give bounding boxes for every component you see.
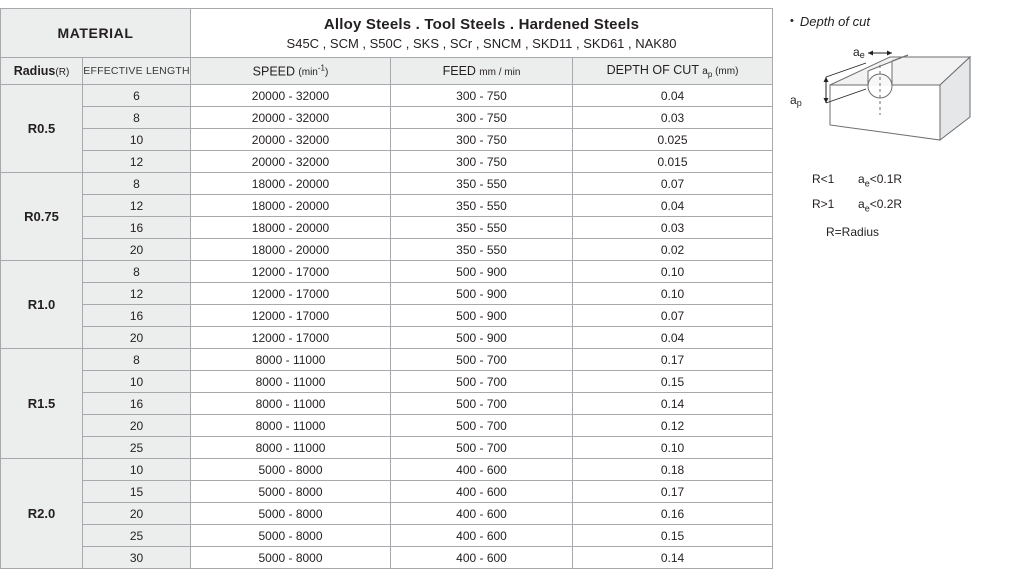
material-title-cell [191, 9, 773, 58]
effective-length-cell: 16 [83, 393, 191, 415]
table-row [1, 305, 773, 327]
effective-length-cell: 20 [83, 415, 191, 437]
feed-cell: 500 - 900 [391, 261, 573, 283]
depth-cell: 0.14 [573, 393, 773, 415]
col-header-radius [1, 58, 83, 85]
speed-cell: 18000 - 20000 [191, 217, 391, 239]
col-header-speed-unit: $(\min^{-1})$ [298, 63, 329, 79]
depth-cell: 0.03 [573, 107, 773, 129]
effective-length-cell: 8 [83, 261, 191, 283]
speed-cell: 18000 - 20000 [191, 195, 391, 217]
speed-cell: 12000 - 17000 [191, 261, 391, 283]
effective-length-cell: 8 [83, 173, 191, 195]
depth-cell: 0.02 [573, 239, 773, 261]
depth-cell: 0.17 [573, 481, 773, 503]
effective-length-cell: 10 [83, 459, 191, 481]
workpiece-diagram-icon [790, 45, 1010, 155]
effective-length-cell: 15 [83, 481, 191, 503]
effective-length-cell: 25 [83, 437, 191, 459]
radius-cell: R0.5 [1, 85, 83, 173]
radius-cell: R1.0 [1, 261, 83, 349]
table-body [1, 85, 773, 569]
note-2-value: $a_e<0.2R$ [858, 197, 903, 214]
speed-cell: 5000 - 8000 [191, 525, 391, 547]
feed-cell: 400 - 600 [391, 459, 573, 481]
depth-cell: 0.015 [573, 151, 773, 173]
speed-cell: 5000 - 8000 [191, 503, 391, 525]
effective-length-cell: 12 [83, 151, 191, 173]
col-header-speed [191, 58, 391, 85]
effective-length-cell: 10 [83, 129, 191, 151]
speed-cell: 8000 - 11000 [191, 349, 391, 371]
depth-of-cut-figure [790, 45, 1010, 155]
radius-cell: R1.5 [1, 349, 83, 459]
col-header-feed-unit: mm / min [479, 67, 521, 78]
material-label: MATERIAL [57, 25, 134, 41]
label-ae-letter: a [853, 45, 860, 59]
col-header-depth-label: DEPTH OF CUT [606, 63, 699, 77]
table-row [1, 481, 773, 503]
col-header-feed-label: FEED [442, 64, 476, 78]
label-ap-letter: a [790, 93, 797, 107]
note-row-1 [790, 169, 1010, 194]
table-row [1, 437, 773, 459]
effective-length-cell: 12 [83, 283, 191, 305]
note-1-condition: R<1 [812, 172, 835, 186]
table-row [1, 283, 773, 305]
feed-cell: 300 - 750 [391, 85, 573, 107]
note-row-2 [790, 194, 1010, 219]
speed-cell: 8000 - 11000 [191, 437, 391, 459]
table-row [1, 195, 773, 217]
depth-cell: 0.12 [573, 415, 773, 437]
feed-cell: 500 - 900 [391, 327, 573, 349]
depth-cell: 0.10 [573, 283, 773, 305]
feed-cell: 500 - 700 [391, 393, 573, 415]
effective-length-cell: 20 [83, 327, 191, 349]
depth-cell: 0.14 [573, 547, 773, 569]
speed-cell: 5000 - 8000 [191, 481, 391, 503]
depth-cell: 0.16 [573, 503, 773, 525]
speed-cell: 12000 - 17000 [191, 305, 391, 327]
col-header-effective-length: EFFECTIVE LENGTH [83, 58, 191, 85]
depth-of-cut-title [790, 14, 1010, 29]
table-header [1, 9, 773, 85]
feed-cell: 500 - 700 [391, 437, 573, 459]
table-row [1, 217, 773, 239]
depth-cell: 0.025 [573, 129, 773, 151]
col-header-depth-of-cut [573, 58, 773, 85]
feed-cell: 300 - 750 [391, 129, 573, 151]
effective-length-cell: 20 [83, 239, 191, 261]
label-ap [790, 93, 802, 108]
speed-cell: 18000 - 20000 [191, 173, 391, 195]
feed-cell: 400 - 600 [391, 525, 573, 547]
effective-length-cell: 6 [83, 85, 191, 107]
depth-cell: 0.17 [573, 349, 773, 371]
feed-cell: 500 - 900 [391, 305, 573, 327]
feed-cell: 500 - 900 [391, 283, 573, 305]
depth-cell: 0.03 [573, 217, 773, 239]
speed-cell: 20000 - 32000 [191, 129, 391, 151]
table-row [1, 85, 773, 107]
speed-cell: 8000 - 11000 [191, 371, 391, 393]
note-1-value: $a_e<0.1R$ [858, 172, 903, 189]
material-header-cell [1, 9, 191, 58]
speed-cell: 8000 - 11000 [191, 415, 391, 437]
table-row [1, 459, 773, 481]
speed-cell: 20000 - 32000 [191, 107, 391, 129]
table-header-sub-row [1, 58, 773, 85]
depth-cell: 0.04 [573, 195, 773, 217]
cutting-conditions-table-wrap [0, 8, 772, 569]
feed-cell: 500 - 700 [391, 349, 573, 371]
radius-cell: R0.75 [1, 173, 83, 261]
effective-length-cell: 10 [83, 371, 191, 393]
col-header-speed-label: SPEED [252, 64, 296, 79]
speed-cell: 5000 - 8000 [191, 459, 391, 481]
effective-length-cell: 30 [83, 547, 191, 569]
feed-cell: 350 - 550 [391, 239, 573, 261]
material-subtitle: S45C , SCM , S50C , SKS , SCr , SNCM , SKD11 , SKD61 , NAK80 [286, 35, 677, 51]
feed-cell: 350 - 550 [391, 173, 573, 195]
feed-cell: 400 - 600 [391, 481, 573, 503]
col-header-radius-sub: (R) [55, 67, 70, 78]
effective-length-cell: 25 [83, 525, 191, 547]
effective-length-cell: 20 [83, 503, 191, 525]
table-row [1, 371, 773, 393]
effective-length-cell: 8 [83, 107, 191, 129]
speed-cell: 8000 - 11000 [191, 393, 391, 415]
note-2-condition: R>1 [812, 197, 835, 212]
table-row [1, 503, 773, 525]
note-radius-definition: R=Radius [826, 224, 880, 239]
effective-length-cell: 12 [83, 195, 191, 217]
depth-cell: 0.18 [573, 459, 773, 481]
depth-cell: 0.07 [573, 173, 773, 195]
col-header-depth-unit: $a_p$ (mm) [702, 66, 739, 79]
depth-cell: 0.15 [573, 525, 773, 547]
depth-of-cut-title-text: Depth of cut [799, 14, 870, 29]
col-header-radius-label: Radius [13, 64, 56, 78]
effective-length-cell: 8 [83, 349, 191, 371]
feed-cell: 350 - 550 [391, 195, 573, 217]
table-row [1, 151, 773, 173]
table-row [1, 547, 773, 569]
table-row [1, 349, 773, 371]
speed-cell: 12000 - 17000 [191, 327, 391, 349]
feed-cell: 300 - 750 [391, 107, 573, 129]
table-row [1, 327, 773, 349]
table-header-top-row [1, 9, 773, 58]
feed-cell: 300 - 750 [391, 151, 573, 173]
table-row [1, 239, 773, 261]
bullet-icon: • [790, 15, 794, 27]
feed-cell: 500 - 700 [391, 415, 573, 437]
table-row [1, 525, 773, 547]
depth-cell: 0.15 [573, 371, 773, 393]
cutting-conditions-table [0, 8, 773, 569]
speed-cell: 5000 - 8000 [191, 547, 391, 569]
table-row [1, 107, 773, 129]
feed-cell: 500 - 700 [391, 371, 573, 393]
depth-cell: 0.10 [573, 437, 773, 459]
speed-cell: 12000 - 17000 [191, 283, 391, 305]
speed-cell: 18000 - 20000 [191, 239, 391, 261]
table-row [1, 261, 773, 283]
feed-cell: 400 - 600 [391, 503, 573, 525]
depth-of-cut-panel [790, 14, 1010, 243]
feed-cell: 350 - 550 [391, 217, 573, 239]
table-row [1, 129, 773, 151]
col-header-feed [391, 58, 573, 85]
effective-length-cell: 16 [83, 217, 191, 239]
material-title: Alloy Steels . Tool Steels . Hardened Steels [323, 15, 640, 33]
table-row [1, 393, 773, 415]
feed-cell: 400 - 600 [391, 547, 573, 569]
label-ae [853, 45, 865, 60]
speed-cell: 20000 - 32000 [191, 85, 391, 107]
table-row [1, 415, 773, 437]
label-ap-subscript: p [796, 98, 802, 108]
label-ae-subscript: e [859, 50, 865, 60]
depth-cell: 0.07 [573, 305, 773, 327]
effective-length-cell: 16 [83, 305, 191, 327]
depth-of-cut-notes [790, 169, 1010, 243]
table-row [1, 173, 773, 195]
depth-cell: 0.10 [573, 261, 773, 283]
depth-cell: 0.04 [573, 327, 773, 349]
radius-cell: R2.0 [1, 459, 83, 569]
depth-cell: 0.04 [573, 85, 773, 107]
speed-cell: 20000 - 32000 [191, 151, 391, 173]
